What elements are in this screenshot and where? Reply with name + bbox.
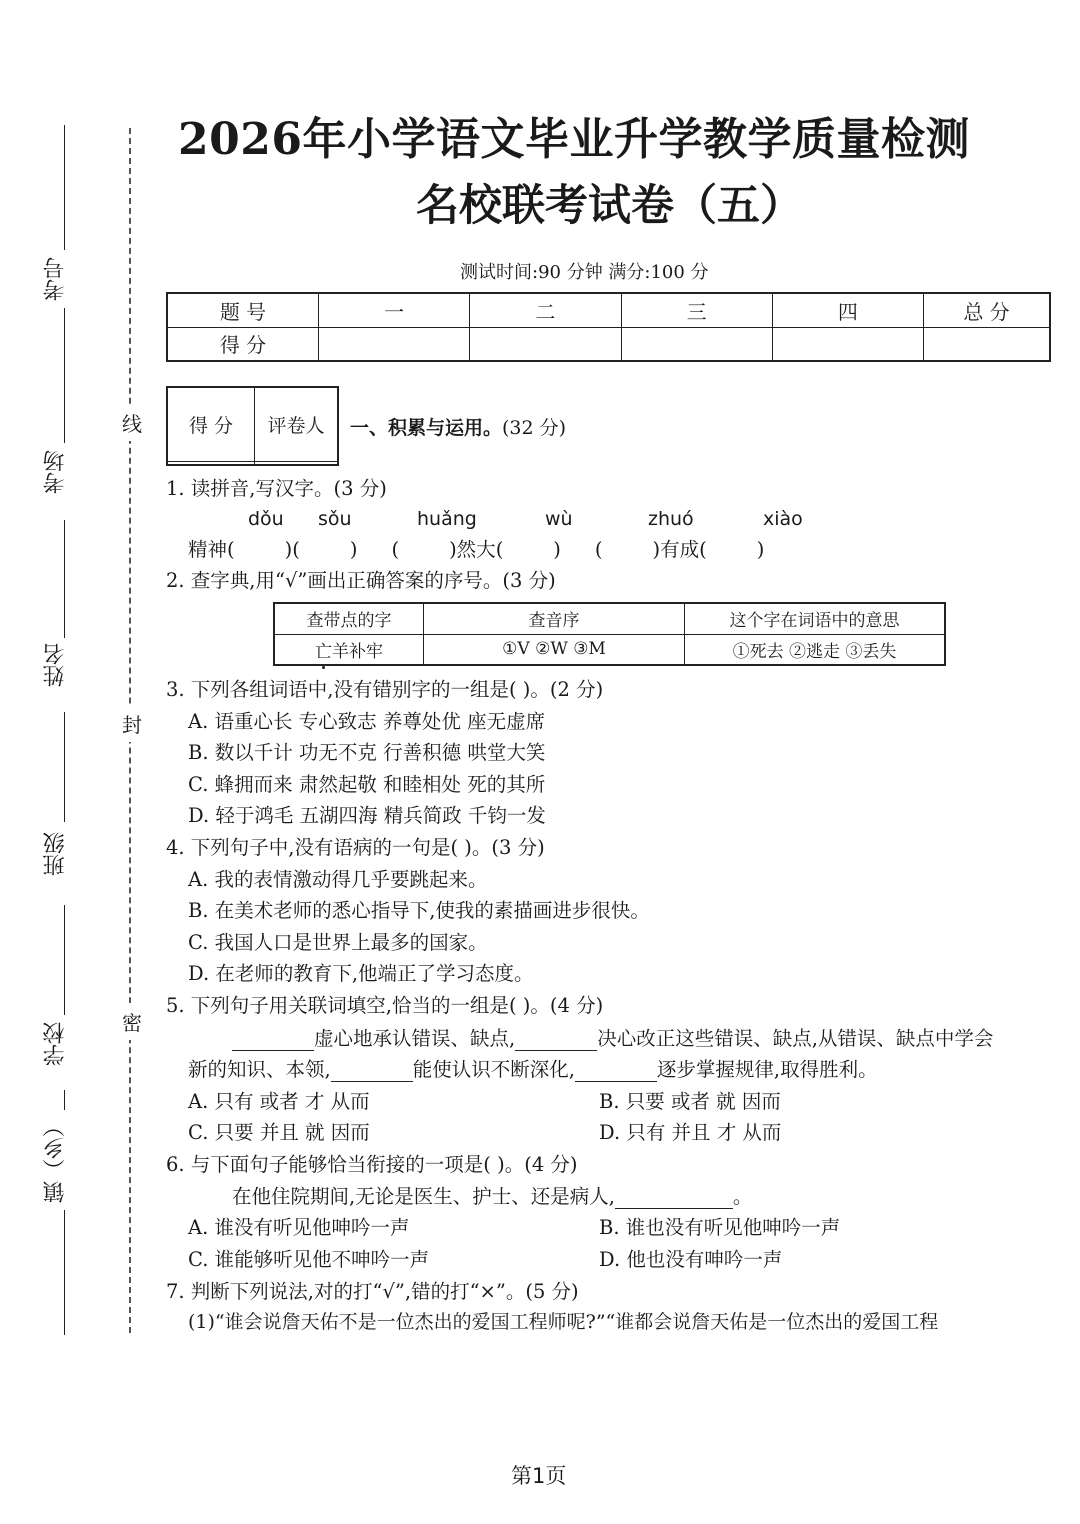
cut-mark-line: 线 xyxy=(122,404,142,441)
q6-blank[interactable] xyxy=(615,1185,733,1209)
margin-blank-line xyxy=(64,125,65,250)
q6-option[interactable]: B. 谁也没有听见他呻吟一声 xyxy=(599,1216,841,1239)
q1-word: 精神 xyxy=(188,538,228,561)
margin-blank-line xyxy=(64,905,65,1015)
grader-score-cell[interactable] xyxy=(167,461,255,465)
q7-stem: 7. 判断下列说法,对的打“√”,错的打“×”。(5 分) xyxy=(166,1280,579,1303)
cut-mark-secret: 密 xyxy=(122,1003,142,1040)
margin-field-exam-room: 考场 xyxy=(43,450,68,494)
margin-field-exam-number: 考号 xyxy=(43,257,68,301)
q1-stem: 1. 读拼音,写汉字。(3 分) xyxy=(166,477,387,500)
q1-pinyin: wù xyxy=(545,508,573,530)
score-header-cell: 题 号 xyxy=(167,293,319,327)
q2-dotted-char: 亡 xyxy=(315,637,332,662)
q4-option[interactable]: C. 我国人口是世界上最多的国家。 xyxy=(188,931,488,954)
section-heading xyxy=(350,413,566,440)
q2-header-cell: 查音序 xyxy=(424,603,685,634)
q3-option[interactable]: B. 数以千计 功无不克 行善积德 哄堂大笑 xyxy=(188,741,546,764)
q3-stem: 3. 下列各组词语中,没有错别字的一组是( )。(2 分) xyxy=(166,678,604,701)
q4-option[interactable]: D. 在老师的教育下,他端正了学习态度。 xyxy=(188,962,534,985)
q2-dictionary-table xyxy=(273,602,946,666)
q1-word: 然大 xyxy=(456,538,496,561)
q5-sentence-line2 xyxy=(188,1058,878,1082)
q4-option[interactable]: A. 我的表情激动得几乎要跳起来。 xyxy=(188,868,488,891)
page-number: 第1页 xyxy=(511,1464,567,1488)
score-row-label: 得 分 xyxy=(167,327,319,361)
margin-field-school: 学校 xyxy=(43,1022,68,1066)
q5-blank[interactable] xyxy=(515,1027,597,1051)
margin-blank-line xyxy=(64,1090,65,1110)
grader-name-label: 评卷人 xyxy=(255,387,339,461)
q1-pinyin: xiào xyxy=(763,508,803,530)
score-header-cell: 总 分 xyxy=(924,293,1051,327)
q6-stem: 6. 与下面句子能够恰当衔接的一项是( )。(4 分) xyxy=(166,1153,578,1176)
q2-header-cell: 查带点的字 xyxy=(274,603,424,634)
page-title: 2026年小学语文毕业升学教学质量检测 xyxy=(178,114,970,165)
q1-answer-line: 精神( )( ) ( )然大( ) ( )有成( ) xyxy=(188,538,765,561)
score-header-cell: 三 xyxy=(621,293,772,327)
score-table xyxy=(166,292,1051,362)
margin-field-class: 班级 xyxy=(43,832,68,876)
q3-option[interactable]: C. 蜂拥而来 肃然起敬 和睦相处 死的其所 xyxy=(188,773,546,796)
q6-text: 在他住院期间,无论是医生、护士、还是病人, xyxy=(232,1185,615,1208)
score-cell[interactable] xyxy=(319,327,470,361)
q1-pinyin: huǎng xyxy=(417,508,477,530)
q2-word-cell xyxy=(274,634,424,665)
q3-option[interactable]: D. 轻于鸿毛 五湖四海 精兵简政 千钧一发 xyxy=(188,804,546,827)
margin-blank-line xyxy=(64,520,65,638)
q5-option[interactable]: C. 只要 并且 就 因而 xyxy=(188,1121,370,1144)
q1-pinyin: sǒu xyxy=(318,508,352,530)
margin-blank-line xyxy=(64,308,65,443)
q5-blank[interactable] xyxy=(232,1027,314,1051)
q4-option[interactable]: B. 在美术老师的悉心指导下,使我的素描画进步很快。 xyxy=(188,899,650,922)
q5-stem: 5. 下列句子用关联词填空,恰当的一组是( )。(4 分) xyxy=(166,994,604,1017)
q5-text: 虚心地承认错误、缺点, xyxy=(314,1027,516,1050)
q5-text: 逐步掌握规律,取得胜利。 xyxy=(656,1058,878,1081)
score-header-cell: 四 xyxy=(772,293,923,327)
q5-sentence-line1 xyxy=(232,1027,993,1051)
q5-option[interactable]: B. 只要 或者 就 因而 xyxy=(599,1090,781,1113)
q2-word-rest: 羊补牢 xyxy=(332,641,383,662)
q5-option[interactable]: D. 只有 并且 才 从而 xyxy=(599,1121,782,1144)
q3-option[interactable]: A. 语重心长 专心致志 养尊处优 座无虚席 xyxy=(188,710,546,733)
margin-field-name: 姓名 xyxy=(43,643,68,687)
q6-period: 。 xyxy=(732,1185,753,1208)
q2-order-options[interactable]: ①V ②W ③M xyxy=(424,634,685,665)
q5-option[interactable]: A. 只有 或者 才 从而 xyxy=(188,1090,370,1113)
q6-option[interactable]: A. 谁没有听见他呻吟一声 xyxy=(188,1216,410,1239)
score-table-score-row xyxy=(167,327,1050,361)
q6-option[interactable]: C. 谁能够听见他不呻吟一声 xyxy=(188,1248,430,1271)
q6-sentence xyxy=(232,1185,752,1209)
section-points: (32 分) xyxy=(502,417,567,439)
test-info: 测试时间:90 分钟 满分:100 分 xyxy=(460,262,709,283)
q1-word: 有成 xyxy=(660,538,700,561)
score-cell[interactable] xyxy=(470,327,621,361)
q5-text: 决心改正这些错误、缺点,从错误、缺点中学会 xyxy=(597,1027,994,1050)
score-cell[interactable] xyxy=(924,327,1051,361)
margin-field-town: 镇（乡） xyxy=(43,1115,68,1203)
cut-mark-seal: 封 xyxy=(122,705,142,742)
margin-blank-line xyxy=(64,1210,65,1335)
q4-stem: 4. 下列句子中,没有语病的一句是( )。(3 分) xyxy=(166,836,545,859)
q2-stem: 2. 查字典,用“√”画出正确答案的序号。(3 分) xyxy=(166,569,556,592)
score-header-cell: 一 xyxy=(319,293,470,327)
score-table-header-row xyxy=(167,293,1050,327)
q7-item: (1)“谁会说詹天佑不是一位杰出的爱国工程师呢?”“谁都会说詹天佑是一位杰出的爱国工程 xyxy=(188,1311,939,1333)
score-cell[interactable] xyxy=(772,327,923,361)
q1-pinyin: dǒu xyxy=(248,508,284,530)
q5-blank[interactable] xyxy=(575,1058,657,1082)
q2-header-cell: 这个字在词语中的意思 xyxy=(685,603,946,634)
q1-pinyin: zhuó xyxy=(648,508,694,530)
grader-name-cell[interactable] xyxy=(255,461,339,465)
q5-blank[interactable] xyxy=(331,1058,413,1082)
section-title: 一、积累与运用。 xyxy=(350,417,503,439)
grader-table xyxy=(166,386,339,466)
score-header-cell: 二 xyxy=(470,293,621,327)
q5-text: 能使认识不断深化, xyxy=(412,1058,575,1081)
q6-option[interactable]: D. 他也没有呻吟一声 xyxy=(599,1248,783,1271)
margin-blank-line xyxy=(64,712,65,822)
score-cell[interactable] xyxy=(621,327,772,361)
q2-meaning-options[interactable]: ①死去 ②逃走 ③丢失 xyxy=(685,634,946,665)
q5-text: 新的知识、本领, xyxy=(188,1058,331,1081)
grader-score-label: 得 分 xyxy=(167,387,255,461)
page-subtitle: 名校联考试卷（五） xyxy=(416,181,803,231)
